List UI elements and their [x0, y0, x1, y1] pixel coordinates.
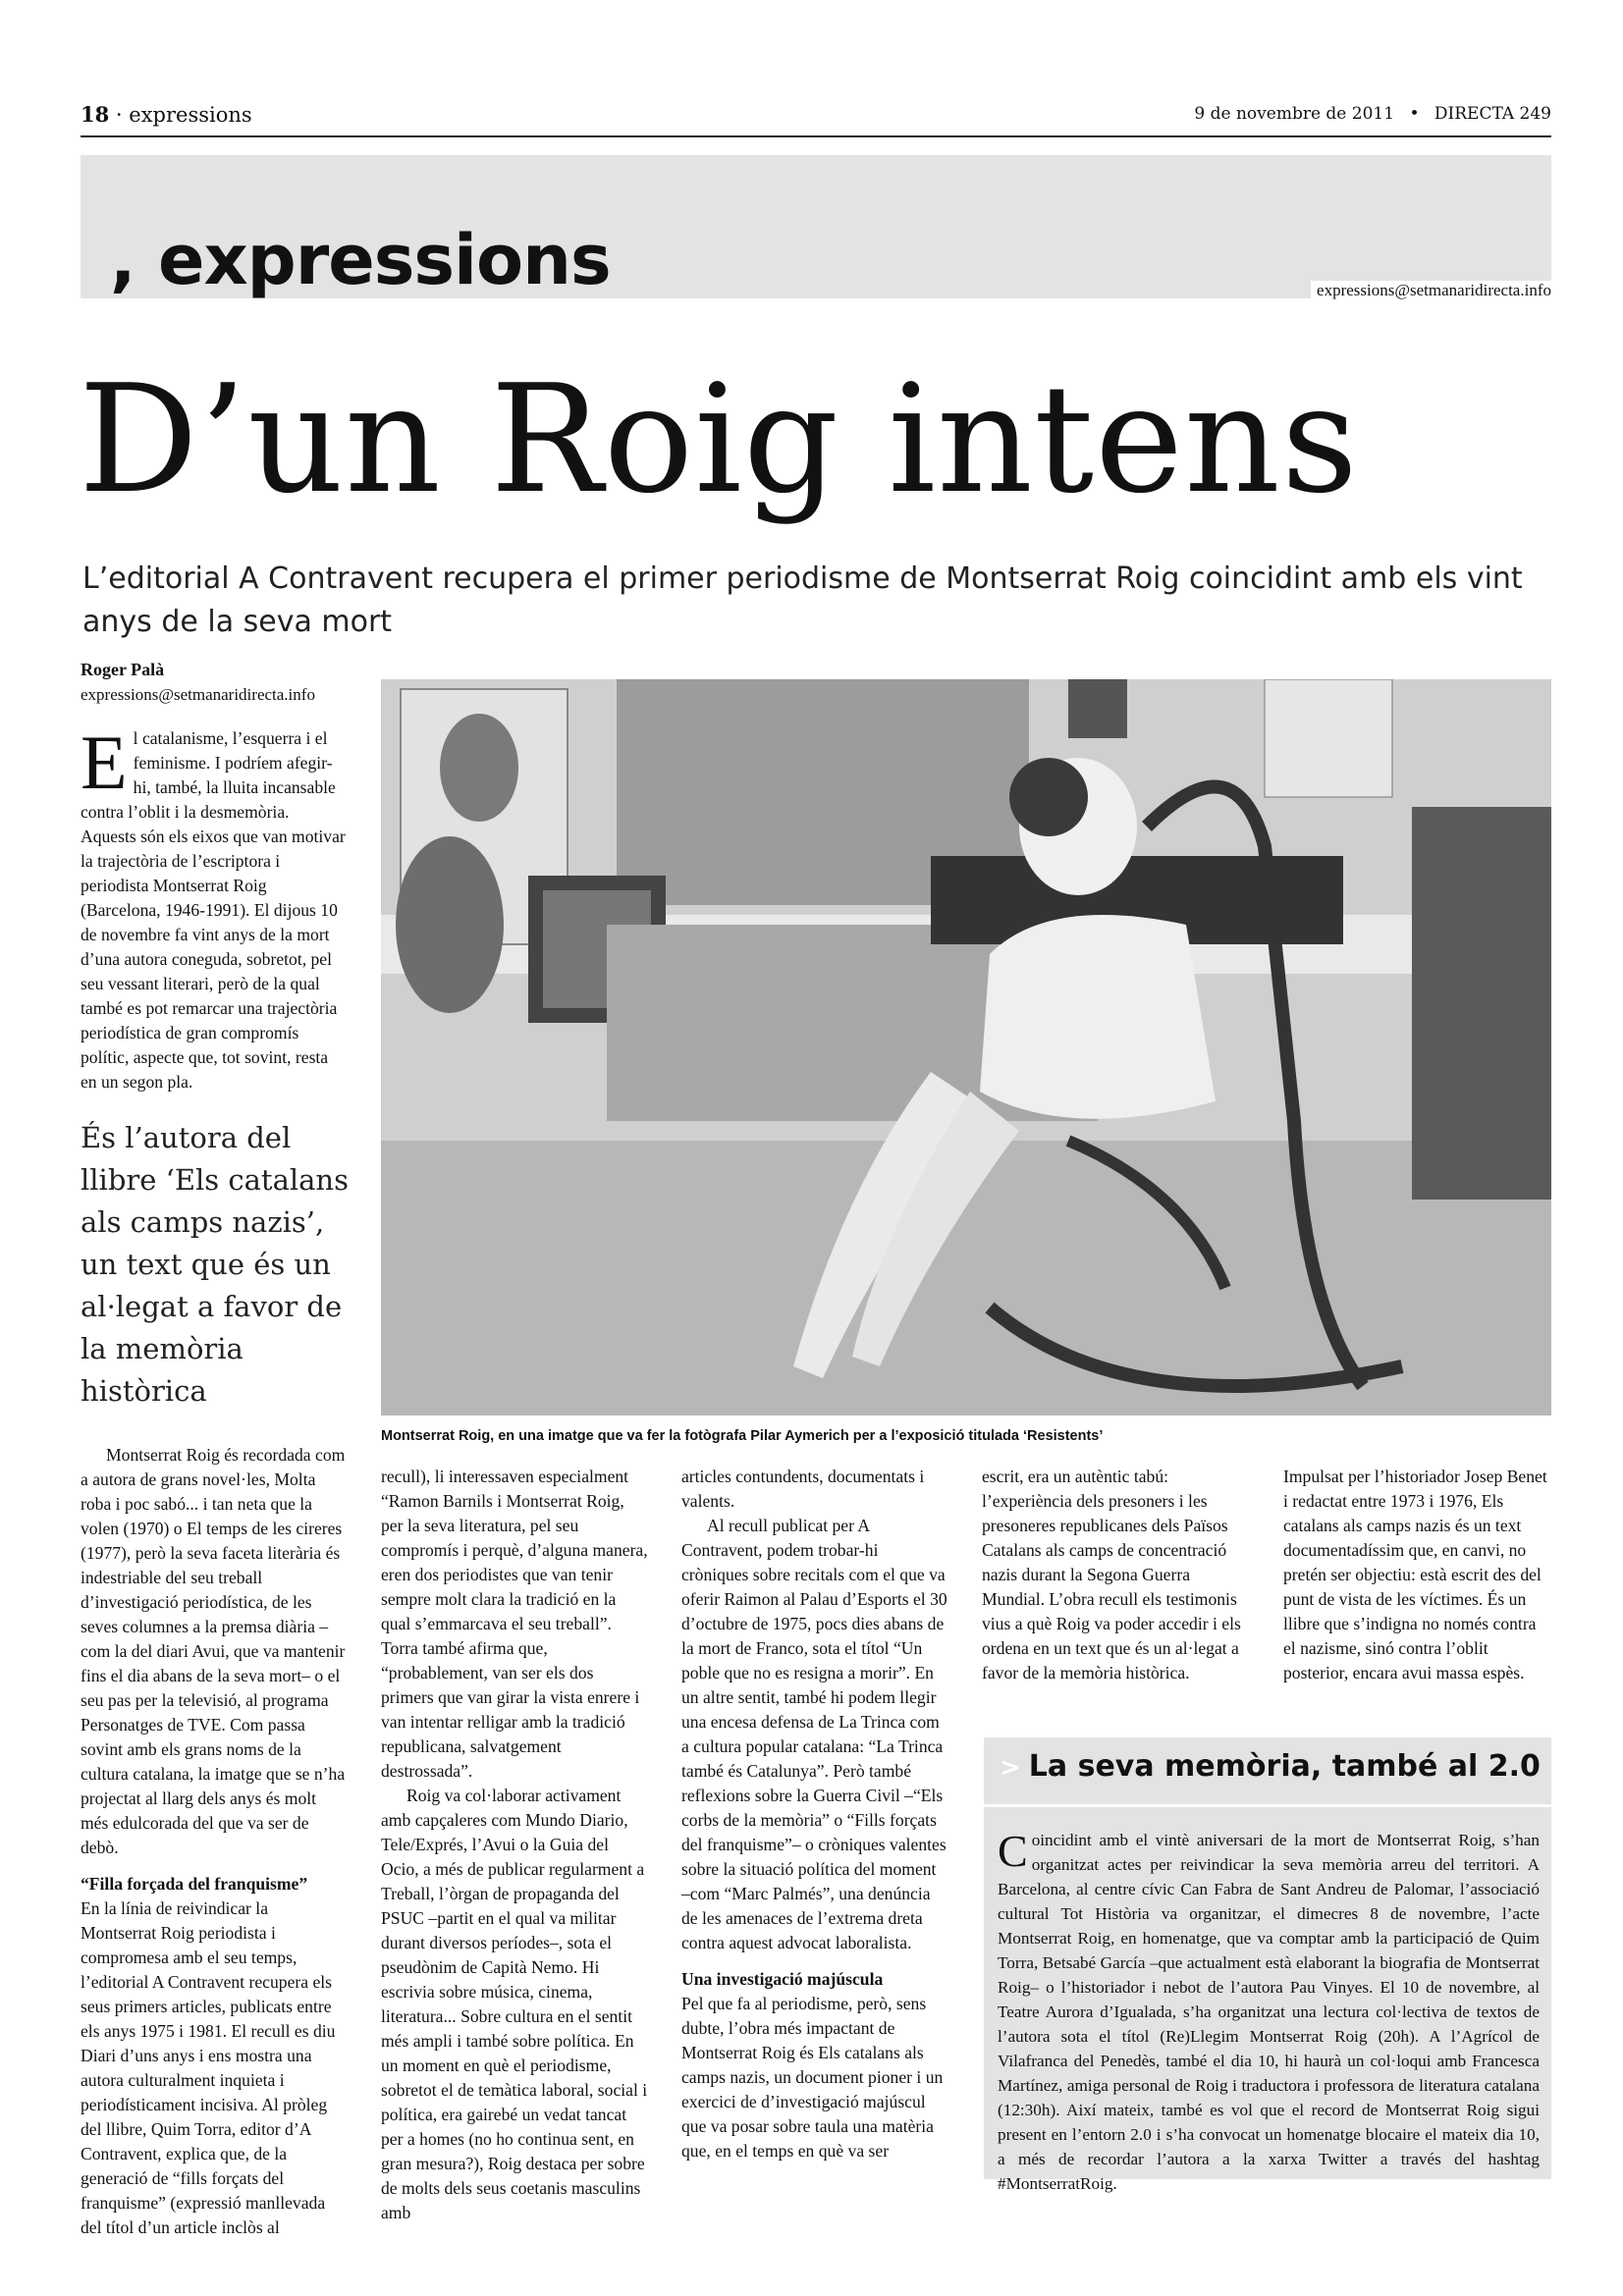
- folio-section: expressions: [129, 103, 252, 127]
- issue-info: [1194, 104, 1551, 124]
- col3-paragraph-3: Pel que fa al periodisme, però, sens dubte, l’obra més impactant de Montserrat Roig és Els catalans als camps nazis, un document pioner i un exercici de d’investigació majúscul que va posar sobre taula una matèria que, en el temps en què va ser: [681, 1994, 944, 2161]
- issue-number: DIRECTA 249: [1434, 104, 1551, 124]
- sidebar-text: [998, 1828, 1540, 2196]
- intro-text: l catalanisme, l’esquerra i el feminisme. I podríem afegir-hi, també, la lluita incansable contra l’oblit i la desmemòria. Aquests són els eixos que van motivar la trajectòria de l’escriptora i periodista Montserrat Roig (Barcelona, 1946-1991). El dijous 10 de novembre fa vint anys de la mort d’una autora coneguda, sobretot, pel seu vessant literari, però de la qual també es pot remarcar una trajectòria periodística de gran compromís polític, aspecte que, tot sovint, resta en un segon pla.: [81, 728, 346, 1092]
- byline-author: Roger Palà: [81, 660, 165, 679]
- subheadline: L’editorial A Contravent recupera el primer periodisme de Montserrat Roig coincidint amb els vint anys de la seva mort: [82, 561, 1523, 639]
- column-2: [381, 1465, 648, 2225]
- photo-illustration: [381, 679, 1551, 1415]
- issue-separator: •: [1409, 104, 1420, 124]
- column-5: [1283, 1465, 1550, 1685]
- sidebar-arrow-icon: >: [1000, 1753, 1021, 1783]
- col1-paragraph-1: Montserrat Roig és recordada com a autora de grans novel·les, Molta roba i poc sabó... i tan neta que la volen (1970) o El temps de les cireres (1977), però la seva faceta literària és indestriable del seu treball d’investigació periodística, de les seves columnes a la premsa diària –com la del diari Avui, que va mantenir fins el dia abans de la seva mort– o el seu pas per la televisió, al programa Personatges de TVE. Com passa sovint amb els grans noms de la cultura catalana, la imatge que se n’ha projectat al llarg dels anys és molt més edulcorada del que va ser de debò.: [81, 1445, 346, 1857]
- issue-date: 9 de novembre de 2011: [1194, 104, 1395, 124]
- col3-paragraph-2: Al recull publicat per A Contravent, podem trobar-hi cròniques sobre recitals com el que va oferir Raimon al Palau d’Esports el 30 d’octubre de 1975, pocs dies abans de la mort de Franco, sota el títol “Un poble que no es resigna a morir”. En un altre sentit, també hi podem llegir una encesa defensa de La Trinca com a cultura popular catalana: “La Trinca també és Catalunya”. Però també reflexions sobre la Guerra Civil –“Els corbs de la memòria” o “Fills forçats del franquisme”– o cròniques valentes sobre la situació política del moment –com “Marc Palmés”, una denúncia de les amenaces de l’extrema dreta contra aquest advocat laboralista.: [681, 1516, 947, 1952]
- page-folio: [81, 102, 252, 127]
- headline: D’un Roig intens: [79, 352, 1359, 526]
- col5-paragraph-1: Impulsat per l’historiador Josep Benet i redactat entre 1973 i 1976, Els catalans als camps nazis és un text documentadíssim que, en canvi, no pretén ser objectiu: està escrit des del punt de vista de les víctimes. És un llibre que s’indigna no només contra el nazisme, sinó contra l’oblit posterior, encara avui massa espès.: [1283, 1467, 1547, 1682]
- running-header: [81, 98, 1551, 137]
- col1-paragraph-2: En la línia de reivindicar la Montserrat Roig periodista i compromesa amb el seu temps, l’editorial A Contravent recupera els seus primers articles, publicats entre els anys 1975 i 1981. El recull es diu Diari d’uns anys i ens mostra una autora culturalment inquieta i periodísticament incisiva. Al pròleg del llibre, Quim Torra, editor d’A Contravent, explica que, de la generació de “fills forçats del franquisme” (expressió manllevada del títol d’un article inclòs al: [81, 1898, 336, 2237]
- pull-quote: És l’autora del llibre ‘Els catalans als camps nazis’, un text que és un al·legat a favor de la memòria històrica: [81, 1121, 349, 1408]
- section-band: [81, 155, 1551, 298]
- page-number: 18: [81, 102, 110, 127]
- sidebar-title-text: La seva memòria, també al 2.0: [1028, 1749, 1541, 1784]
- article-photo: [381, 679, 1551, 1415]
- column-3: [681, 1465, 948, 2163]
- byline-email: expressions@setmanaridirecta.info: [81, 685, 315, 704]
- sidebar-body: oincidint amb el vintè aniversari de la mort de Montserrat Roig, s’han organitzat actes per reivindicar la seva memòria arreu del territori. A Barcelona, al centre cívic Can Fabra de Sant Andreu de Palomar, l’associació cultural Tot Història va organitzar, el dimecres 8 de novembre, l’acte Montserrat Roig, en homenatge, que va comptar amb la participació de Quim Torra, Betsabé García –que actualment està elaborant la biografia de Montserrat Roig– o l’historiador i nebot de l’autora Pau Vinyes. El 10 de novembre, al Teatre Aurora d’Igualada, s’ha organitzat una lectura col·lectiva de textos de l’autora sota el títol (Re)Llegim Montserrat Roig (20h). A l’Agrícol de Vilafranca del Penedès, també el dia 10, hi haurà un col·loqui amb Francesca Martínez, amiga personal de Roig i traductora i professora de literatura catalana (12:30h). Així mateix, també es vol que el record de Montserrat Roig sigui present en l’entorn 2.0 i s’ha convocat un homenatge blocaire el mateix dia 10, a més de recordar l’autora a la xarxa Twitter a través del hashtag #MontserratRoig.: [998, 1831, 1540, 2193]
- sidebar-title: [1000, 1749, 1541, 1784]
- col3-paragraph-1: articles contundents, documentats i valents.: [681, 1467, 925, 1511]
- col4-paragraph-1: escrit, era un autèntic tabú: l’experiència dels presoners i les presoneres republicanes dels Països Catalans als camps de concentració nazis durant la Segona Guerra Mundial. L’obra recull els testimonis vius a què Roig va poder accedir i els ordena en un text que és un al·legat a favor de la memòria històrica.: [982, 1467, 1241, 1682]
- col2-paragraph-1: recull), li interessaven especialment “Ramon Barnils i Montserrat Roig, per la seva literatura, pel seu compromís i perquè, d’alguna manera, eren dos periodistes que van tenir sempre molt clara la tradició en la qual s’emmarcava el seu treball”. Torra també afirma que, “probablement, van ser els dos primers que van girar la vista enrere i van intentar relligar amb la tradició republicana, salvatgement destrossada”.: [381, 1467, 648, 1781]
- sidebar-divider: [984, 1804, 1551, 1807]
- sidebar-box: [984, 1737, 1551, 2193]
- column-4: [982, 1465, 1249, 1685]
- intro-paragraph: [81, 720, 346, 1095]
- col1-subheading: “Filla forçada del franquisme”: [81, 1874, 308, 1894]
- photo-caption: Montserrat Roig, en una imatge que va fer la fotògrafa Pilar Aymerich per a l’exposició titulada ‘Resistents’: [381, 1428, 1104, 1444]
- col3-subheading: Una investigació majúscula: [681, 1969, 884, 1989]
- section-title: , expressions: [110, 220, 611, 300]
- column-1: [81, 1443, 348, 2240]
- folio-separator: ·: [115, 103, 130, 127]
- col2-paragraph-2: Roig va col·laborar activament amb capçaleres com Mundo Diario, Tele/Exprés, l’Avui o la Guia del Ocio, a més de publicar regularment a Treball, l’òrgan de propaganda del PSUC –partit en el qual va militar durant diversos períodes–, sota el pseudònim de Capità Nemo. Hi escrivia sobre música, cinema, literatura... Sobre cultura en el sentit més ampli i també sobre política. En un moment en què el periodisme, sobretot el de temàtica laboral, social i política, era gairebé un vedat tancat per a homes (no ho continua sent, en gran mesura?), Roig destaca per sobre de molts dels seus coetanis masculins amb: [381, 1786, 648, 2222]
- sidebar-dropcap: C: [998, 1826, 1028, 1876]
- section-email: expressions@setmanaridirecta.info: [1311, 281, 1551, 300]
- intro-dropcap: E: [81, 720, 128, 805]
